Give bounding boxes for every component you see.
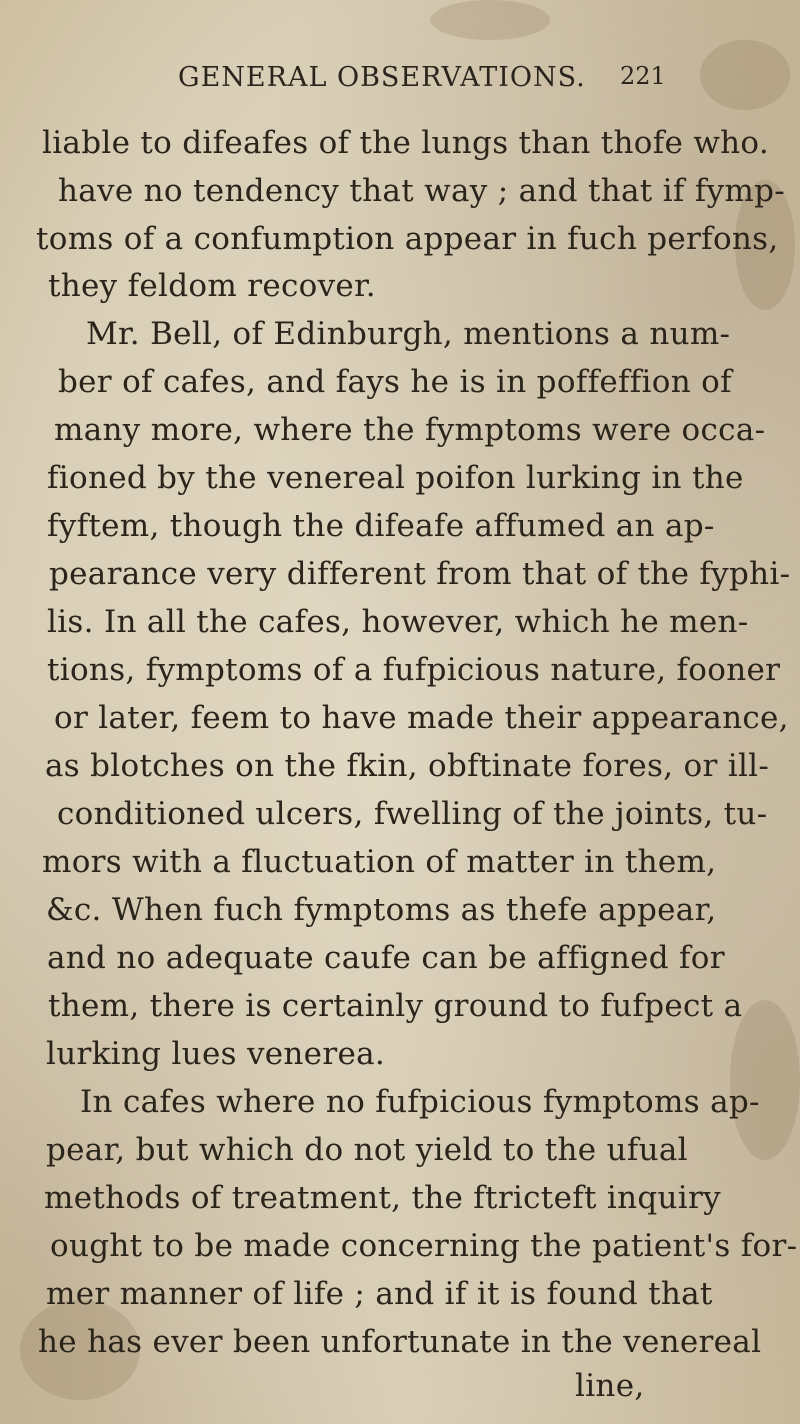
text-line: have no tendency that way ; and that if fymp-	[58, 173, 785, 209]
text-line: or later, feem to have made their appearance,	[54, 700, 789, 736]
text-line: line,	[575, 1368, 645, 1404]
text-line: fioned by the venereal poifon lurking in the	[47, 460, 744, 496]
text-line: as blotches on the fkin, obftinate fores, or ill-	[45, 748, 770, 784]
text-line: liable to difeafes of the lungs than thofe who.	[42, 125, 770, 161]
text-line: methods of treatment, the ftricteft inquiry	[44, 1180, 721, 1216]
text-line: conditioned ulcers, fwelling of the joints, tu-	[57, 796, 768, 832]
page-number: 221	[620, 62, 666, 90]
text-line: fyftem, though the difeafe affumed an ap-	[47, 508, 715, 544]
text-line: them, there is certainly ground to fufpect a	[48, 988, 743, 1024]
text-line: mors with a fluctuation of matter in them,	[42, 844, 717, 880]
text-line: pear, but which do not yield to the ufual	[46, 1132, 688, 1168]
text-line: toms of a confumption appear in fuch perfons,	[36, 221, 779, 257]
text-line: pearance very different from that of the fyphi-	[49, 556, 791, 592]
text-line: &c. When fuch fymptoms as thefe appear,	[46, 892, 717, 928]
text-line: In cafes where no fufpicious fymptoms ap-	[80, 1084, 760, 1120]
text-line: they feldom recover.	[48, 268, 376, 304]
text-line: many more, where the fymptoms were occa-	[54, 412, 766, 448]
text-line: ought to be made concerning the patient's for-	[50, 1228, 798, 1264]
text-line: lurking lues venerea.	[46, 1036, 386, 1072]
running-head: GENERAL OBSERVATIONS.	[178, 62, 586, 93]
text-line: Mr. Bell, of Edinburgh, mentions a num-	[86, 316, 731, 352]
text-line: tions, fymptoms of a fufpicious nature, fooner	[47, 652, 781, 688]
text-line: he has ever been unfortunate in the venereal	[38, 1324, 762, 1360]
text-line: ber of cafes, and fays he is in poffeffion of	[58, 364, 732, 400]
text-line: lis. In all the cafes, however, which he men-	[47, 604, 749, 640]
text-line: mer manner of life ; and if it is found that	[46, 1276, 713, 1312]
text-line: and no adequate caufe can be affigned for	[47, 940, 725, 976]
